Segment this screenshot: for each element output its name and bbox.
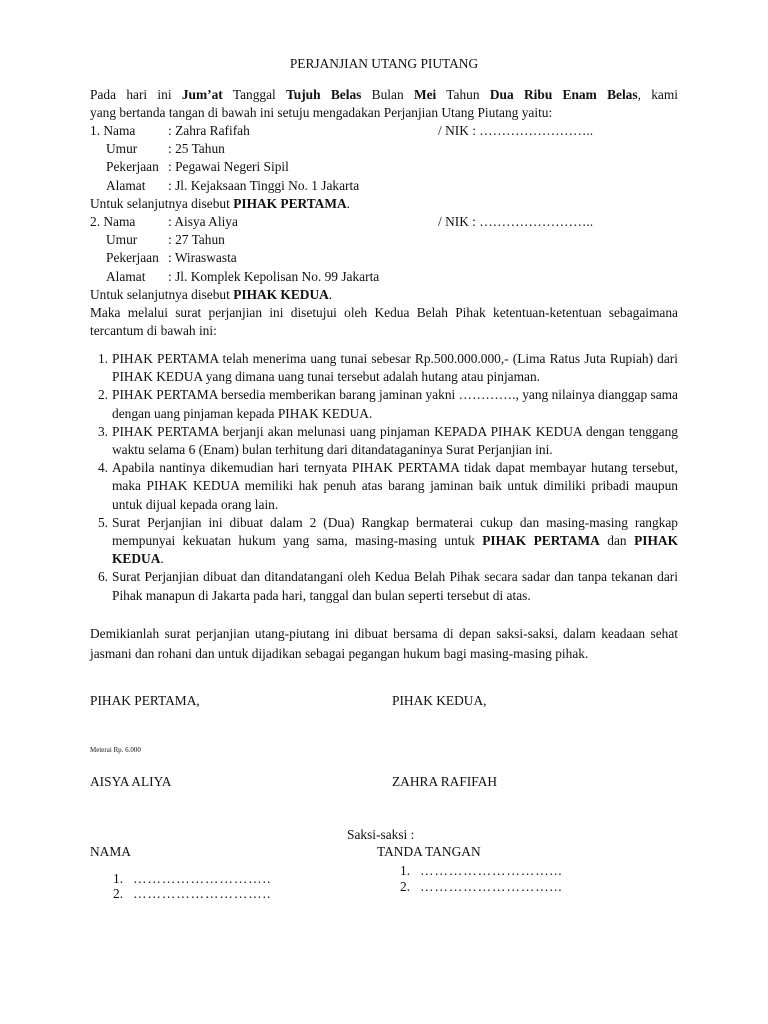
term-number: 3.: [97, 423, 108, 439]
witness-name-column: NAMA: [90, 844, 131, 859]
witness-sign-column: TANDA TANGAN: [377, 844, 481, 859]
intro-date: Tujuh Belas: [286, 87, 362, 102]
term-text: Surat Perjanjian dibuat dan ditandatangani oleh Kedua Belah Pihak secara sadar dan tanpa tekanan dari Pihak manapun di Jakarta pada hari, tanggal dan bulan seperti tersebut di atas.: [112, 569, 678, 603]
preamble-paragraph: Maka melalui surat perjanjian ini disetujui oleh Kedua Belah Pihak ketentuan-ketentuan sebagaimana tercantum di bawah ini:: [90, 305, 678, 339]
intro-day: Jum’at: [181, 87, 223, 102]
party1-name-label: 1. Nama: [90, 123, 136, 138]
signature-left-name: AISYA ALIYA: [90, 774, 172, 789]
term-text: PIHAK PERTAMA bersedia memberikan barang jaminan yakni …………., yang nilainya dianggap sama dengan uang pinjaman kepada PIHAK KEDUA.: [112, 387, 678, 421]
designation-text: .: [328, 287, 333, 302]
designation-text: .: [346, 196, 351, 211]
term-bold: PIHAK PERTAMA: [482, 533, 600, 549]
party2-age-label: Umur: [106, 232, 138, 247]
party1-age: : 25 Tahun: [168, 141, 225, 156]
party1-job: : Pegawai Negeri Sipil: [168, 159, 289, 174]
witness-dots: ………………………..: [133, 871, 272, 886]
term-item: [90, 459, 678, 514]
witness-number: 2.: [400, 879, 411, 894]
witness-number: 1.: [113, 871, 124, 886]
party2-name: : Aisya Aliya: [168, 214, 238, 229]
term-item: [90, 423, 678, 459]
witness-sign-2: [400, 878, 563, 896]
party1-job-label: Pekerjaan: [106, 159, 159, 174]
term-text: Apabila nantinya dikemudian hari ternyata PIHAK PERTAMA tidak dapat membayar hutang tersebut, maka PIHAK KEDUA memiliki hak penuh atas barang jaminan baik untuk dimiliki pribadi maupun untuk dijual kepada orang lain.: [112, 460, 678, 512]
party2-age: : 27 Tahun: [168, 232, 225, 247]
party2-address-label: Alamat: [106, 269, 146, 284]
party2-nik: / NIK : ……………………..: [438, 214, 594, 229]
closing-paragraph: Demikianlah surat perjanjian utang-piutang ini dibuat bersama di depan saksi-saksi, dalam keadaan sehat jasmani dan rohani dan untuk dijadikan sebagai pegangan hukum bagi masing-masing pihak.: [90, 626, 678, 661]
witness-dots: ………………………...: [420, 863, 563, 878]
document-title: PERJANJIAN UTANG PIUTANG: [289, 56, 479, 71]
term-text: PIHAK PERTAMA telah menerima uang tunai sebesar Rp.500.000.000,- (Lima Ratus Juta Rupiah) dari PIHAK KEDUA yang dimana uang tunai tersebut adalah hutang atau pinjaman.: [112, 351, 678, 385]
term-number: 5.: [97, 514, 108, 530]
party1-designation: [90, 195, 350, 213]
intro-text: Bulan: [361, 87, 414, 102]
term-item: [90, 350, 678, 386]
intro-year: Dua Ribu Enam Belas: [489, 87, 638, 102]
intro-line-1: [90, 86, 678, 104]
term-item: [90, 386, 678, 422]
party1-address: : Jl. Kejaksaan Tinggi No. 1 Jakarta: [168, 178, 360, 193]
party1-address-label: Alamat: [106, 178, 146, 193]
signature-left-title: PIHAK PERTAMA,: [90, 693, 200, 708]
term-text: dan: [599, 533, 635, 549]
designation-text: Untuk selanjutnya disebut: [90, 196, 234, 211]
designation-text: Untuk selanjutnya disebut: [90, 287, 234, 302]
signature-right-title: PIHAK KEDUA,: [392, 693, 487, 708]
terms-list: [90, 350, 678, 605]
term-number: 2.: [97, 387, 108, 403]
witness-number: 1.: [400, 863, 411, 878]
party2-name-label: 2. Nama: [90, 214, 136, 229]
party2-designation: [90, 286, 332, 304]
intro-text: Pada hari ini: [90, 87, 182, 102]
designation-bold: PIHAK PERTAMA: [233, 196, 347, 211]
term-item: [90, 568, 678, 604]
term-number: 1.: [97, 351, 108, 366]
term-text: PIHAK PERTAMA berjanji akan melunasi uang pinjaman KEPADA PIHAK KEDUA dengan tenggang waktu selama 6 (Enam) bulan terhitung dari ditandataganinya Surat Perjanjian ini.: [112, 423, 678, 458]
designation-bold: PIHAK KEDUA: [233, 287, 329, 302]
intro-text: Tanggal: [222, 87, 287, 102]
intro-line-2: yang bertanda tangan di bawah ini setuju mengadakan Perjanjian Utang Piutang yaitu:: [90, 105, 553, 120]
term-number: 4.: [97, 460, 108, 476]
party1-age-label: Umur: [106, 141, 138, 156]
party1-name: : Zahra Rafifah: [168, 123, 250, 138]
term-text: Surat Perjanjian ini dibuat dalam 2 (Dua) Rangkap bermaterai cukup dan masing-masing rangkap mempunyai kekuatan hukum yang sama, masing-masing untuk: [112, 514, 678, 549]
intro-text: , kami: [637, 87, 678, 102]
stamp-duty-label: Meterai Rp. 6.000: [90, 746, 141, 754]
party1-nik: / NIK : ……………………..: [438, 123, 594, 138]
witness-name-2: [113, 885, 271, 903]
witness-dots: ………………………..: [133, 886, 272, 901]
intro-text: Tahun: [436, 87, 490, 102]
term-bold: PIHAK KEDUA: [112, 533, 679, 567]
party2-job-label: Pekerjaan: [106, 250, 159, 265]
term-number: 6.: [97, 569, 108, 585]
intro-month: Mei: [413, 87, 437, 102]
witness-dots: ………………………...: [420, 879, 563, 894]
party2-address: : Jl. Komplek Kepolisan No. 99 Jakarta: [168, 269, 380, 284]
term-item: [90, 514, 678, 569]
witnesses-heading: Saksi-saksi :: [347, 827, 415, 842]
party2-job: : Wiraswasta: [168, 250, 237, 265]
signature-right-name: ZAHRA RAFIFAH: [392, 774, 498, 789]
witness-number: 2.: [113, 886, 124, 901]
term-text: .: [160, 551, 164, 567]
